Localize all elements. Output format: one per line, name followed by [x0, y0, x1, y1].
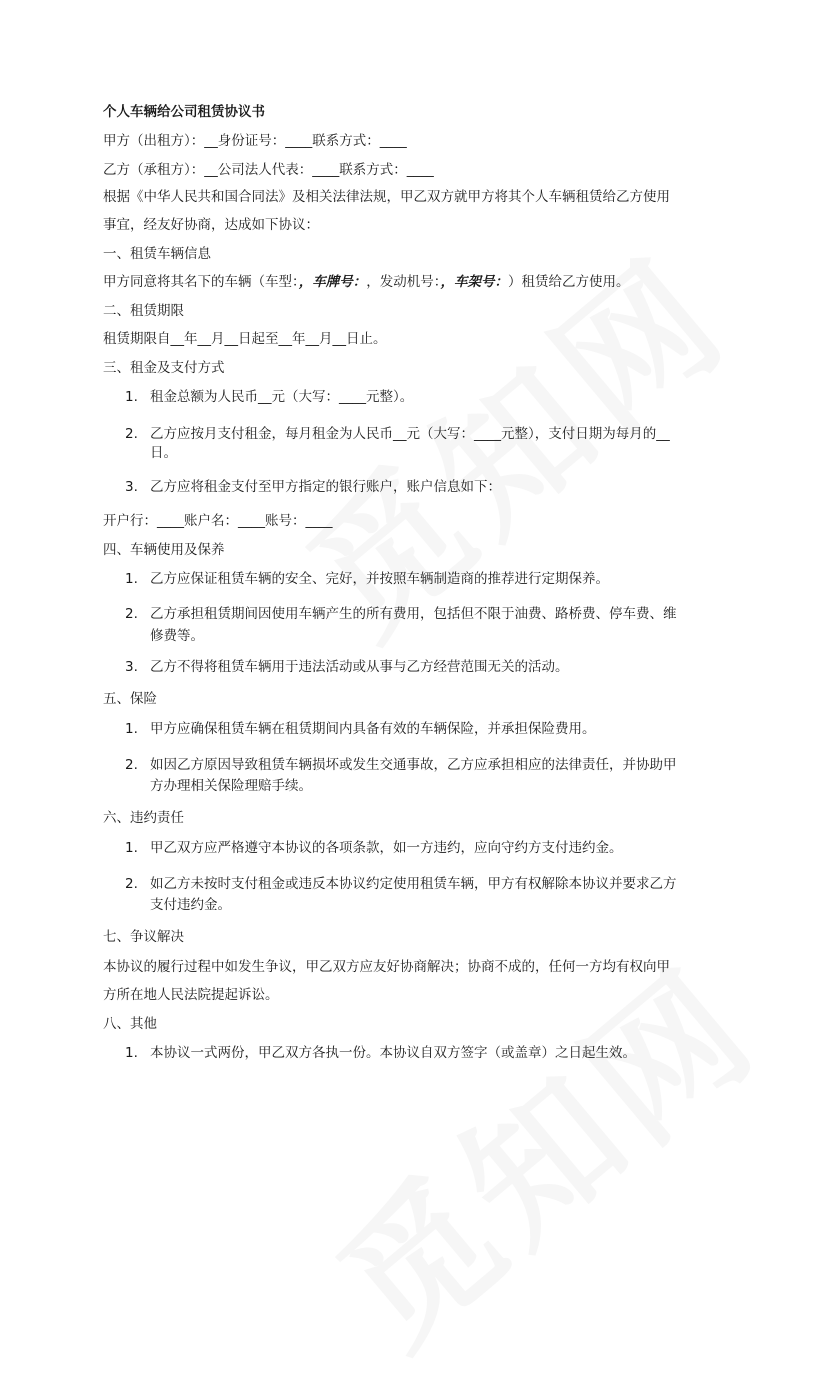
list-item-text: 方办理相关保险理赔手续。 — [150, 778, 312, 794]
preamble-line: 事宜，经友好协商，达成如下协议： — [103, 217, 319, 233]
list-item-text: 日。 — [150, 445, 177, 461]
section-heading: 一、租赁车辆信息 — [103, 246, 211, 262]
list-item-text: 支付违约金。 — [150, 897, 231, 913]
section-heading: 四、车辆使用及保养 — [103, 542, 225, 558]
section-heading: 八、其他 — [103, 1016, 157, 1032]
list-item-text: 乙方应按月支付租金，每月租金为人民币__元（大写：____元整），支付日期为每月的__ — [150, 426, 670, 442]
vin-label: ，车架号： — [440, 274, 508, 290]
list-number: 1. — [125, 840, 138, 856]
section-heading: 六、违约责任 — [103, 810, 184, 826]
list-number: 1. — [125, 1045, 138, 1061]
section-heading: 二、租赁期限 — [103, 303, 184, 319]
list-item-text: 租金总额为人民币__元（大写：____元整）。 — [150, 389, 414, 405]
bank-info-line: 开户行：____账户名：____账号：____ — [103, 513, 333, 529]
party-a-line: 甲方（出租方）：__身份证号：____联系方式：____ — [103, 133, 407, 149]
preamble-line: 根据《中华人民共和国合同法》及相关法律法规，甲乙双方就甲方将其个人车辆租赁给乙方使用 — [103, 189, 670, 205]
list-item-text: 乙方应将租金支付至甲方指定的银行账户，账户信息如下： — [150, 479, 501, 495]
list-item-text: 甲方应确保租赁车辆在租赁期间内具备有效的车辆保险，并承担保险费用。 — [150, 721, 596, 737]
paragraph-text: ，发动机号： — [366, 274, 441, 290]
paragraph-line: 租赁期限自__年__月__日起至__年__月__日止。 — [103, 331, 387, 347]
list-item-text: 甲乙双方应严格遵守本协议的各项条款，如一方违约，应向守约方支付违约金。 — [150, 840, 623, 856]
paragraph-text: ）租赁给乙方使用。 — [508, 274, 630, 290]
list-number: 2. — [125, 426, 138, 442]
list-number: 3. — [125, 479, 138, 495]
list-number: 1. — [125, 389, 138, 405]
list-item-text: 本协议一式两份，甲乙双方各执一份。本协议自双方签字（或盖章）之日起生效。 — [150, 1045, 636, 1061]
list-number: 3. — [125, 659, 138, 675]
list-item-text: 如因乙方原因导致租赁车辆损坏或发生交通事故，乙方应承担相应的法律责任，并协助甲 — [150, 757, 677, 773]
party-b-line: 乙方（承租方）：__公司法人代表：____联系方式：____ — [103, 162, 434, 178]
plate-label: ，车牌号： — [298, 274, 367, 290]
paragraph-line: 方所在地人民法院提起诉讼。 — [103, 987, 279, 1003]
section-heading: 七、争议解决 — [103, 929, 184, 945]
paragraph-line: 本协议的履行过程中如发生争议，甲乙双方应友好协商解决；协商不成的，任何一方均有权向甲 — [103, 959, 670, 975]
list-item-text: 修费等。 — [150, 628, 204, 644]
watermark — [287, 911, 794, 1385]
list-number: 2. — [125, 876, 138, 892]
document-title: 个人车辆给公司租赁协议书 — [103, 104, 265, 120]
list-number: 2. — [125, 606, 138, 622]
list-number: 2. — [125, 757, 138, 773]
list-item-text: 乙方承担租赁期间因使用车辆产生的所有费用，包括但不限于油费、路桥费、停车费、维 — [150, 606, 677, 622]
vehicle-info-line — [103, 272, 630, 292]
list-item-text: 乙方应保证租赁车辆的安全、完好，并按照车辆制造商的推荐进行定期保养。 — [150, 571, 609, 587]
section-heading: 三、租金及支付方式 — [103, 360, 225, 376]
paragraph-text: 甲方同意将其名下的车辆（车型： — [103, 274, 299, 290]
list-number: 1. — [125, 721, 138, 737]
list-number: 1. — [125, 571, 138, 587]
list-item-text: 如乙方未按时支付租金或违反本协议约定使用租赁车辆，甲方有权解除本协议并要求乙方 — [150, 876, 677, 892]
list-item-text: 乙方不得将租赁车辆用于违法活动或从事与乙方经营范围无关的活动。 — [150, 659, 569, 675]
section-heading: 五、保险 — [103, 691, 157, 707]
